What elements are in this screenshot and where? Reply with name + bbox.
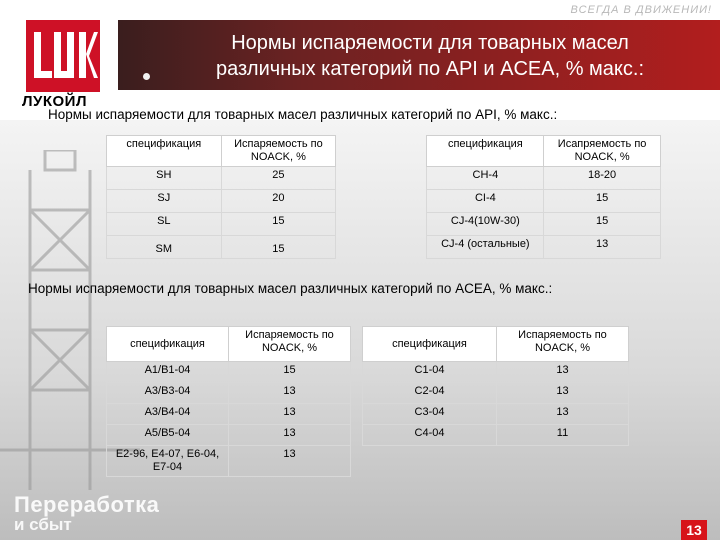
footer-title: Переработка	[14, 492, 160, 517]
api-table	[106, 135, 661, 259]
table-cell: A1/B1-04	[107, 362, 229, 383]
bullet-dot	[143, 73, 150, 80]
table-cell: A5/B5-04	[107, 425, 229, 446]
footer-subtitle: и сбыт	[14, 515, 72, 534]
table-cell: 13	[497, 383, 629, 404]
table-cell: A3/B4-04	[107, 404, 229, 425]
acea-caption: Нормы испаряемости для товарных масел различных категорий по ACEA, % макс.:	[28, 281, 553, 296]
api-header-spec-1: спецификация	[107, 136, 222, 167]
table-cell: CJ-4 (остальные)	[427, 236, 544, 259]
table-cell: A3/B3-04	[107, 383, 229, 404]
table-cell: 13	[229, 425, 351, 446]
acea-header-noack-1: Испаряемость по NOACK, %	[229, 327, 351, 362]
api-header-noack-1: Испаряемость по NOACK, %	[221, 136, 336, 167]
table-cell: CI-4	[427, 190, 544, 213]
lukoil-wordmark: ЛУКОЙЛ	[22, 93, 87, 110]
api-header-spec-2: спецификация	[427, 136, 544, 167]
lukoil-logo-icon	[26, 20, 100, 92]
table-cell: C3-04	[363, 404, 497, 425]
table-row	[107, 136, 661, 167]
table-row	[107, 383, 629, 404]
table-cell: 13	[229, 404, 351, 425]
table-cell: 15	[544, 213, 661, 236]
table-cell: 13	[497, 404, 629, 425]
table-cell: CH-4	[427, 167, 544, 190]
table-cell: 11	[497, 425, 629, 446]
table-cell: 15	[221, 236, 336, 259]
table-row	[107, 425, 629, 446]
table-cell: 13	[229, 446, 351, 477]
table-cell: E2-96, E4-07, E6-04, E7-04	[107, 446, 229, 477]
acea-header-spec-2: спецификация	[363, 327, 497, 362]
table-cell: 15	[544, 190, 661, 213]
title-line-1: Нормы испаряемости для товарных масел	[231, 32, 629, 54]
table-row	[107, 190, 661, 213]
table-cell: 13	[544, 236, 661, 259]
table-cell: SM	[107, 236, 222, 259]
table-cell: 13	[497, 362, 629, 383]
table-row	[107, 213, 661, 236]
table-cell: SL	[107, 213, 222, 236]
table-row	[107, 362, 629, 383]
table-cell: SJ	[107, 190, 222, 213]
table-cell: 15	[221, 213, 336, 236]
table-cell: 15	[229, 362, 351, 383]
table-cell: C1-04	[363, 362, 497, 383]
table-row	[107, 327, 629, 362]
page-number-badge: 13	[681, 520, 707, 540]
acea-table	[106, 326, 629, 477]
acea-header-spec-1: спецификация	[107, 327, 229, 362]
table-row	[107, 167, 661, 190]
table-cell: CJ-4(10W-30)	[427, 213, 544, 236]
lukoil-logo	[26, 20, 100, 92]
acea-header-noack-2: Испаряемость по NOACK, %	[497, 327, 629, 362]
title-line-2: различных категорий по API и ACEA, % макс.:	[215, 58, 645, 80]
table-cell: 13	[229, 383, 351, 404]
api-header-noack-2: Исапряемость по NOACK, %	[544, 136, 661, 167]
slogan-text: ВСЕГДА В ДВИЖЕНИИ!	[570, 4, 712, 16]
table-cell: SH	[107, 167, 222, 190]
table-cell: 18-20	[544, 167, 661, 190]
table-cell: 25	[221, 167, 336, 190]
table-row	[107, 446, 629, 477]
table-cell: C2-04	[363, 383, 497, 404]
page-title	[170, 30, 690, 82]
table-cell: 20	[221, 190, 336, 213]
table-row	[107, 236, 661, 259]
api-caption: Нормы испаряемости для товарных масел различных категорий по API, % макс.:	[48, 107, 558, 122]
table-row	[107, 404, 629, 425]
table-cell: C4-04	[363, 425, 497, 446]
